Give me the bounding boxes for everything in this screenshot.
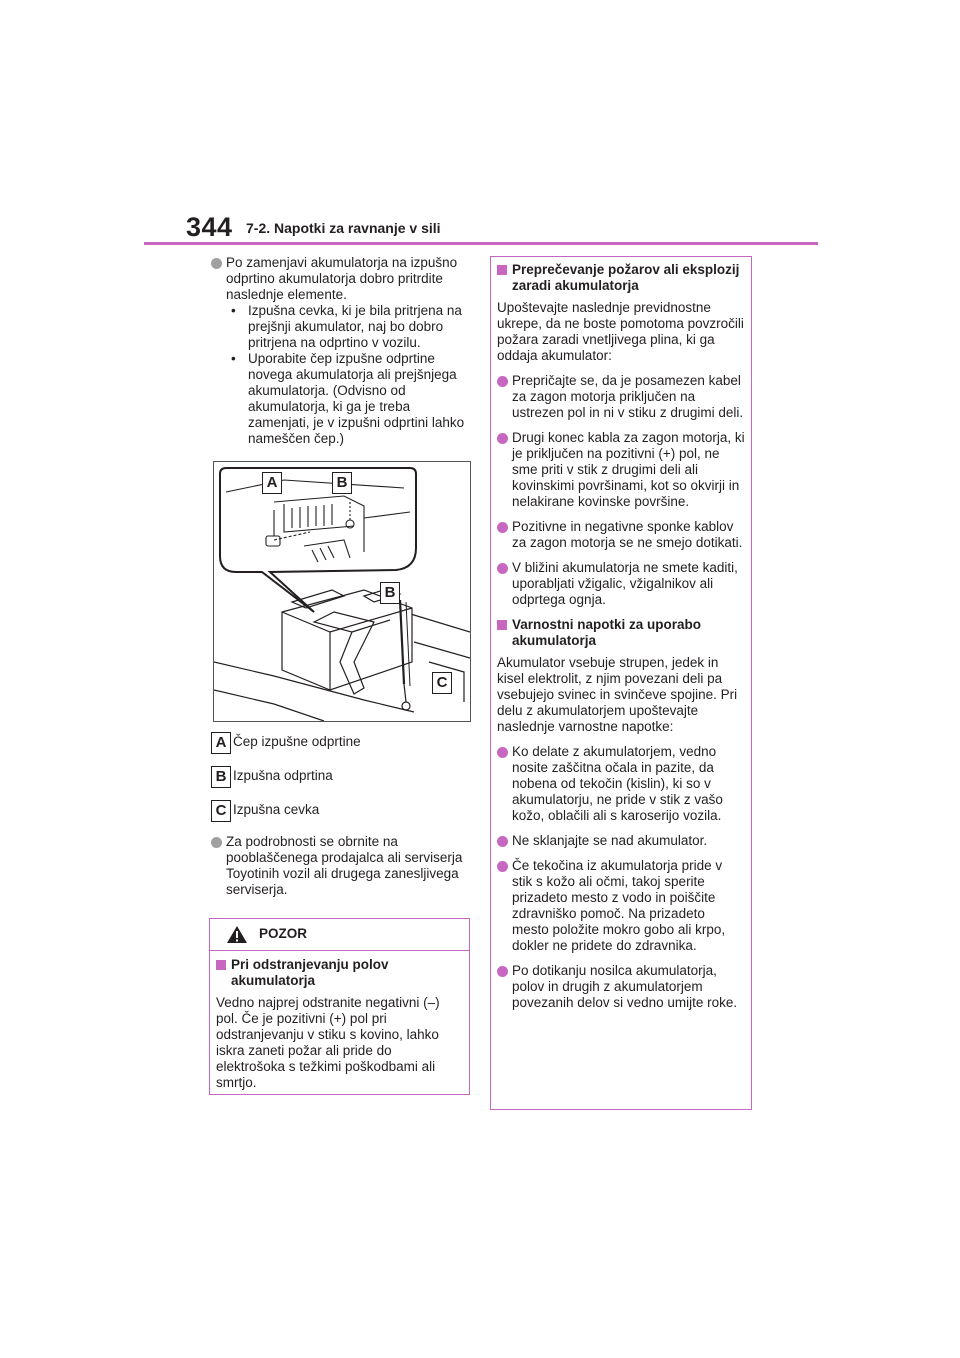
warning-body — [210, 951, 469, 1091]
section-heading-text: Preprečevanje požarov ali eksplozij zaradi akumulatorja — [512, 262, 740, 293]
left-column — [211, 255, 469, 907]
fire-bullet — [497, 430, 745, 510]
bullet-dot-icon — [211, 837, 222, 848]
square-bullet-icon — [497, 265, 507, 275]
bullet-dot-icon — [497, 563, 508, 574]
legend-text: Čep izpušne odprtine — [233, 734, 361, 749]
safety-bullet — [497, 744, 745, 824]
bullet-dot-icon — [497, 747, 508, 758]
legend-text: Izpušna odprtina — [233, 768, 333, 783]
legend-letter: A — [211, 732, 231, 754]
sub-bullet-mark: • — [231, 351, 236, 366]
sub-item-text: Uporabite čep izpušne odprtine novega akumulatorja ali prejšnjega akumulatorja. (Odvisno od akumulatorja, ki ga je treba zamenjati, je v izpušni odprtini lahko nameščen čep.) — [248, 351, 465, 446]
callout-label: B — [380, 582, 400, 604]
legend-letter: B — [211, 766, 231, 788]
warning-triangle-icon — [226, 925, 248, 944]
warning-heading — [216, 957, 463, 989]
square-bullet-icon — [497, 620, 507, 630]
section-intro: Akumulator vsebuje strupen, jedek in kisel elektrolit, z njim povezani deli pa vsebujejo svinec in svinčeve spojine. Pri delu z akumulatorjem upoštevajte naslednje varnostne napotke: — [497, 655, 738, 734]
square-bullet-icon — [216, 960, 226, 970]
warning-heading-text: Pri odstranjevanju polov akumulatorja — [231, 957, 389, 988]
bullet-text: Če tekočina iz akumulatorja pride v stik s kožo ali očmi, takoj sperite prizadeto mesto z vodo in poiščite zdravniško pomoč. Na prizadeto mesto položite mokro gobo ali krpo, dokler ne pridete do zdravnika. — [512, 858, 726, 953]
warning-box — [209, 918, 470, 1095]
section-intro: Upoštevajte naslednje previdnostne ukrepe, da ne boste pomotoma povzročili požara zaradi vnetljivega plina, ki ga oddaja akumulator: — [497, 300, 744, 363]
sub-item-text: Izpušna cevka, ki je bila pritrjena na prejšnji akumulator, naj bo dobro pritrjena na odprtino v vozilu. — [248, 303, 462, 350]
right-column — [497, 262, 745, 1020]
legend-item — [211, 800, 469, 820]
fire-bullet — [497, 560, 745, 608]
bullet-dot-icon — [497, 433, 508, 444]
bullet-text: Pozitivne in negativne sponke kablov za zagon motorja se ne smejo dotikati. — [512, 519, 743, 550]
safety-bullet — [497, 963, 745, 1011]
callout-label: A — [262, 472, 282, 494]
callout-label: B — [332, 472, 352, 494]
section-heading-fire — [497, 262, 745, 294]
intro-bullet — [211, 255, 469, 447]
bullet-text: Ne sklanjajte se nad akumulator. — [512, 833, 708, 848]
legend-item — [211, 766, 469, 786]
section-heading-safety — [497, 617, 745, 649]
header-divider — [144, 242, 818, 245]
callout-label: C — [432, 672, 452, 694]
bullet-dot-icon — [497, 522, 508, 533]
fire-bullet — [497, 373, 745, 421]
legend-text: Izpušna cevka — [233, 802, 320, 817]
bullet-dot-icon — [497, 376, 508, 387]
warning-label: POZOR — [259, 926, 308, 941]
sub-bullet-mark: • — [231, 303, 236, 318]
bullet-text: Po dotikanju nosilca akumulatorja, polov in drugih z akumulatorjem povezanih delov si vedno umijte roke. — [512, 963, 738, 1010]
bullet-dot-icon — [497, 836, 508, 847]
sub-item — [226, 303, 469, 351]
closing-bullet-text: Za podrobnosti se obrnite na pooblaščenega prodajalca ali serviserja Toyotinih vozil ali drugega zanesljivega serviserja. — [226, 834, 463, 897]
chapter-title: 7-2. Napotki za ravnanje v sili — [246, 220, 441, 236]
page-number: 344 — [186, 212, 233, 242]
bullet-text: V bližini akumulatorja ne smete kaditi, uporabljati vžigalic, vžigalnikov ali odprtega ognja. — [512, 560, 738, 607]
safety-bullet — [497, 833, 745, 849]
bullet-dot-icon — [497, 966, 508, 977]
warning-header — [210, 919, 469, 951]
bullet-text: Prepričajte se, da je posamezen kabel za zagon motorja priključen na ustrezen pol in ni v stiku z drugimi deli. — [512, 373, 744, 420]
closing-bullet — [211, 834, 469, 898]
safety-bullet — [497, 858, 745, 954]
intro-bullet-text: Po zamenjavi akumulatorja na izpušno odprtino akumulatorja dobro pritrdite naslednje elemente. — [226, 255, 458, 302]
legend-letter: C — [211, 800, 231, 822]
battery-illustration — [213, 461, 471, 722]
legend-item — [211, 732, 469, 752]
bullet-dot-icon — [497, 861, 508, 872]
warning-text: Vedno najprej odstranite negativni (–) pol. Če je pozitivni (+) pol pri odstranjevanju v stiku s kovino, lahko iskra zaneti požar ali pride do elektrošoka s težkimi poškodbami ali smrtjo. — [216, 995, 440, 1090]
bullet-dot-icon — [211, 258, 222, 269]
bullet-text: Ko delate z akumulatorjem, vedno nosite zaščitna očala in pazite, da nobena od tekočin (kislin), ki so v akumulatorju, ne pride v stik z vašo kožo, oblačili ali s karoserijo vozila. — [512, 744, 723, 823]
section-heading-text: Varnostni napotki za uporabo akumulatorja — [512, 617, 702, 648]
bullet-text: Drugi konec kabla za zagon motorja, ki je priključen na pozitivni (+) pol, ne sme priti v stik z drugimi deli ali kovinskimi površinami, kot so okvirji in nelakirane kovinske površine. — [512, 430, 745, 509]
sub-item — [226, 351, 469, 447]
fire-bullet — [497, 519, 745, 551]
